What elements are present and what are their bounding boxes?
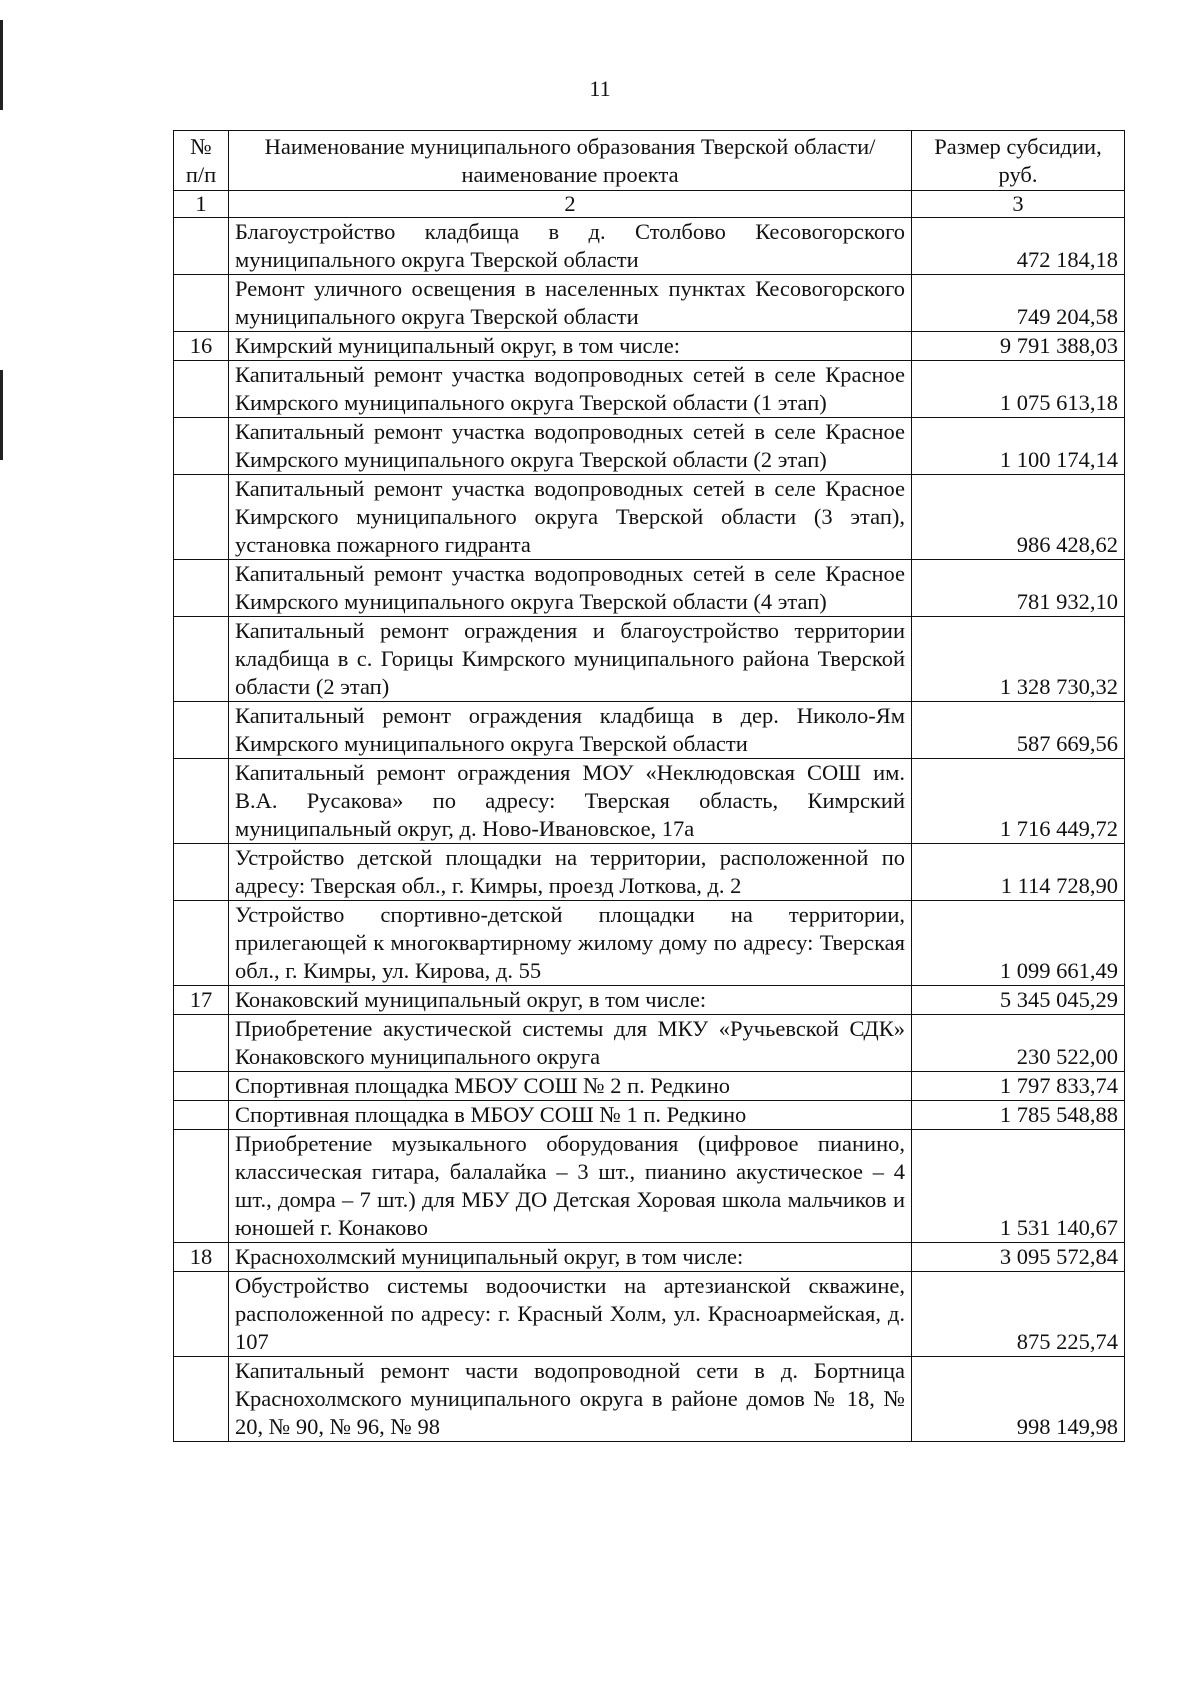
row-number	[174, 560, 229, 617]
scan-margin-line-middle	[0, 370, 3, 460]
table-row	[174, 218, 1125, 275]
project-name: Устройство детской площадки на территории, расположенной по адресу: Тверская обл., г. Кимры, проезд Лоткова, д. 2	[229, 844, 912, 901]
row-number: 17	[174, 986, 229, 1015]
row-number	[174, 275, 229, 332]
column-index-row	[174, 191, 1125, 218]
row-number	[174, 361, 229, 418]
subsidy-amount: 781 932,10	[912, 560, 1125, 617]
project-name: Приобретение акустической системы для МКУ «Ручьевской СДК» Конаковского муниципального округа	[229, 1015, 912, 1072]
subsidy-amount: 1 114 728,90	[912, 844, 1125, 901]
subsidy-table	[173, 130, 1125, 1442]
row-number	[174, 901, 229, 986]
project-name: Краснохолмский муниципальный округ, в том числе:	[229, 1243, 912, 1272]
row-number	[174, 418, 229, 475]
column-index: 2	[229, 191, 912, 218]
project-name: Конаковский муниципальный округ, в том числе:	[229, 986, 912, 1015]
subsidy-amount: 998 149,98	[912, 1357, 1125, 1442]
project-name: Устройство спортивно-детской площадки на территории, прилегающей к многоквартирному жилому дому по адресу: Тверская обл., г. Кимры, ул. Кирова, д. 55	[229, 901, 912, 986]
table-row	[174, 1015, 1125, 1072]
project-name: Капитальный ремонт ограждения и благоустройство территории кладбища в с. Горицы Кимрского муниципального района Тверской области (2 этап)	[229, 617, 912, 702]
page-number: 11	[589, 76, 611, 101]
table-body	[174, 218, 1125, 1442]
table-row	[174, 275, 1125, 332]
subsidy-amount: 3 095 572,84	[912, 1243, 1125, 1272]
subsidy-amount: 1 328 730,32	[912, 617, 1125, 702]
project-name: Капитальный ремонт участка водопроводных сетей в селе Красное Кимрского муниципального округа Тверской области (1 этап)	[229, 361, 912, 418]
project-name: Капитальный ремонт ограждения МОУ «Неклюдовская СОШ им. В.А. Русакова» по адресу: Тверская область, Кимрский муниципальный округ, д. Ново-Ивановское, 17а	[229, 759, 912, 844]
table-row	[174, 1101, 1125, 1130]
subsidy-amount: 1 100 174,14	[912, 418, 1125, 475]
table-row	[174, 617, 1125, 702]
table-row	[174, 901, 1125, 986]
header-num: № п/п	[174, 131, 229, 191]
column-index: 1	[174, 191, 229, 218]
project-name: Обустройство системы водоочистки на артезианской скважине, расположенной по адресу: г. Красный Холм, ул. Красноармейская, д. 107	[229, 1272, 912, 1357]
project-name: Капитальный ремонт ограждения кладбища в дер. Николо-Ям Кимрского муниципального округа Тверской области	[229, 702, 912, 759]
row-number: 16	[174, 332, 229, 361]
table-row	[174, 560, 1125, 617]
row-number: 18	[174, 1243, 229, 1272]
subsidy-amount: 472 184,18	[912, 218, 1125, 275]
subsidy-amount: 749 204,58	[912, 275, 1125, 332]
subsidy-amount: 1 797 833,74	[912, 1072, 1125, 1101]
row-number	[174, 1072, 229, 1101]
table-row	[174, 759, 1125, 844]
row-number	[174, 1272, 229, 1357]
table-row	[174, 1243, 1125, 1272]
subsidy-amount: 1 716 449,72	[912, 759, 1125, 844]
table-row	[174, 702, 1125, 759]
subsidy-amount: 230 522,00	[912, 1015, 1125, 1072]
subsidy-amount: 587 669,56	[912, 702, 1125, 759]
project-name: Капитальный ремонт участка водопроводных сетей в селе Красное Кимрского муниципального округа Тверской области (3 этап), установка пожарного гидранта	[229, 475, 912, 560]
project-name: Капитальный ремонт участка водопроводных сетей в селе Красное Кимрского муниципального округа Тверской области (4 этап)	[229, 560, 912, 617]
project-name: Благоустройство кладбища в д. Столбово Кесовогорского муниципального округа Тверской области	[229, 218, 912, 275]
table-row	[174, 844, 1125, 901]
table-row	[174, 1072, 1125, 1101]
subsidy-amount: 5 345 045,29	[912, 986, 1125, 1015]
table-row	[174, 418, 1125, 475]
subsidy-amount: 9 791 388,03	[912, 332, 1125, 361]
subsidy-amount: 986 428,62	[912, 475, 1125, 560]
table-row	[174, 361, 1125, 418]
table-row	[174, 1130, 1125, 1243]
header-name: Наименование муниципального образования Тверской области/наименование проекта	[229, 131, 912, 191]
row-number	[174, 844, 229, 901]
table-row	[174, 1357, 1125, 1442]
project-name: Спортивная площадка МБОУ СОШ № 2 п. Редкино	[229, 1072, 912, 1101]
table-row	[174, 332, 1125, 361]
project-name: Капитальный ремонт части водопроводной сети в д. Бортница Краснохолмского муниципального округа в районе домов № 18, № 20, № 90, № 96, № 98	[229, 1357, 912, 1442]
row-number	[174, 702, 229, 759]
project-name: Приобретение музыкального оборудования (цифровое пианино, классическая гитара, балалайка – 3 шт., пианино акустическое – 4 шт., домра – 7 шт.) для МБУ ДО Детская Хоровая школа мальчиков и юношей г. Конаково	[229, 1130, 912, 1243]
subsidy-amount: 875 225,74	[912, 1272, 1125, 1357]
row-number	[174, 1101, 229, 1130]
header-amount: Размер субсидии, руб.	[912, 131, 1125, 191]
row-number	[174, 218, 229, 275]
subsidy-amount: 1 075 613,18	[912, 361, 1125, 418]
row-number	[174, 1015, 229, 1072]
project-name: Кимрский муниципальный округ, в том числе:	[229, 332, 912, 361]
row-number	[174, 617, 229, 702]
subsidy-amount: 1 785 548,88	[912, 1101, 1125, 1130]
column-index: 3	[912, 191, 1125, 218]
table-row	[174, 475, 1125, 560]
project-name: Капитальный ремонт участка водопроводных сетей в селе Красное Кимрского муниципального округа Тверской области (2 этап)	[229, 418, 912, 475]
row-number	[174, 475, 229, 560]
row-number	[174, 1357, 229, 1442]
table-row	[174, 1272, 1125, 1357]
subsidy-amount: 1 099 661,49	[912, 901, 1125, 986]
row-number	[174, 759, 229, 844]
project-name: Ремонт уличного освещения в населенных пунктах Кесовогорского муниципального округа Тверской области	[229, 275, 912, 332]
table-row	[174, 986, 1125, 1015]
row-number	[174, 1130, 229, 1243]
header-row	[174, 131, 1125, 191]
subsidy-amount: 1 531 140,67	[912, 1130, 1125, 1243]
project-name: Спортивная площадка в МБОУ СОШ № 1 п. Редкино	[229, 1101, 912, 1130]
